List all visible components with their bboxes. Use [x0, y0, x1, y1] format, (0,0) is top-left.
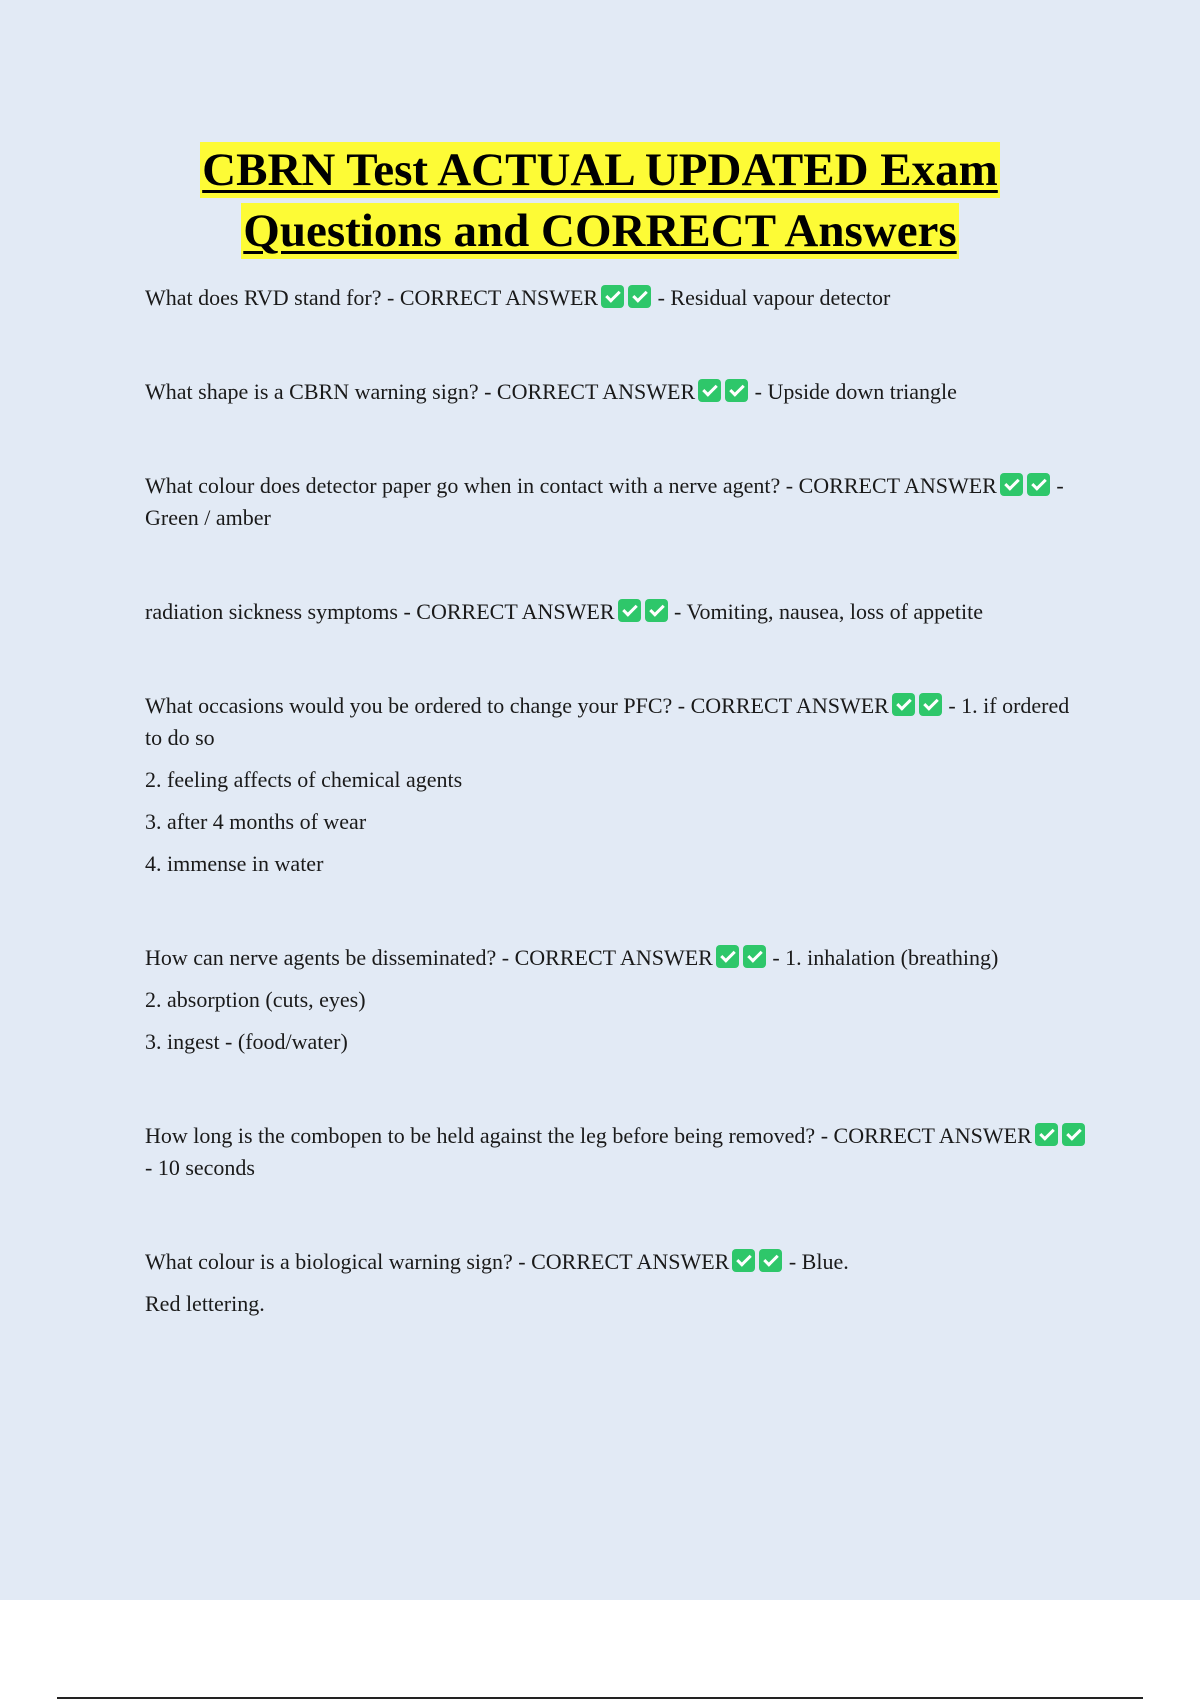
- answer-text: - 1. if ordered to do so: [145, 693, 1070, 750]
- answer-text: - Residual vapour detector: [657, 285, 891, 310]
- answer-marker: - CORRECT ANSWER: [518, 1249, 730, 1274]
- check-mark-icon: [892, 693, 915, 716]
- question-text: How can nerve agents be disseminated?: [145, 945, 497, 970]
- qa-item: [145, 690, 1090, 880]
- check-mark-icon: [716, 945, 739, 968]
- answer-text: - Blue.: [788, 1249, 849, 1274]
- answer-marker: - CORRECT ANSWER: [677, 693, 889, 718]
- answer-extra-line: 3. after 4 months of wear: [145, 809, 367, 834]
- qa-question-line: [145, 596, 1090, 628]
- check-mark-icon: [601, 285, 624, 308]
- answer-text: - Upside down triangle: [754, 379, 957, 404]
- answer-text: - 1. inhalation (breathing): [772, 945, 999, 970]
- answer-marker: - CORRECT ANSWER: [403, 599, 615, 624]
- document-title: [0, 142, 1200, 264]
- question-text: What colour does detector paper go when in contact with a nerve agent?: [145, 473, 781, 498]
- check-mark-icon: [1027, 473, 1050, 496]
- question-text: What does RVD stand for?: [145, 285, 382, 310]
- qa-item: [145, 942, 1090, 1058]
- qa-question-line: [145, 376, 1090, 408]
- check-mark-icon: [725, 379, 748, 402]
- qa-list: [145, 282, 1090, 1382]
- answer-extra-line: 3. ingest - (food/water): [145, 1029, 348, 1054]
- question-text: What shape is a CBRN warning sign?: [145, 379, 479, 404]
- qa-item: [145, 1120, 1090, 1184]
- question-text: How long is the combopen to be held against the leg before being removed?: [145, 1123, 816, 1148]
- check-mark-icon: [1062, 1123, 1085, 1146]
- answer-extra-line: 4. immense in water: [145, 851, 324, 876]
- check-mark-icon: [732, 1249, 755, 1272]
- qa-item: [145, 376, 1090, 408]
- answer-extra-line: 2. feeling affects of chemical agents: [145, 767, 463, 792]
- answer-marker: - CORRECT ANSWER: [387, 285, 599, 310]
- check-mark-icon: [1000, 473, 1023, 496]
- check-mark-icon: [618, 599, 641, 622]
- qa-question-line: [145, 1246, 1090, 1278]
- answer-marker: - CORRECT ANSWER: [484, 379, 696, 404]
- question-text: radiation sickness symptoms: [145, 599, 398, 624]
- answer-extra-line: Red lettering.: [145, 1291, 265, 1316]
- qa-item: [145, 1246, 1090, 1320]
- answer-text: - Vomiting, nausea, loss of appetite: [674, 599, 984, 624]
- qa-item: [145, 282, 1090, 314]
- answer-marker: - CORRECT ANSWER: [785, 473, 997, 498]
- qa-item: [145, 596, 1090, 628]
- qa-question-line: [145, 470, 1090, 534]
- answer-text: - 10 seconds: [145, 1155, 255, 1180]
- answer-text: - Green / amber: [145, 473, 1064, 530]
- answer-marker: - CORRECT ANSWER: [501, 945, 713, 970]
- check-mark-icon: [759, 1249, 782, 1272]
- question-text: What occasions would you be ordered to change your PFC?: [145, 693, 673, 718]
- qa-question-line: [145, 942, 1090, 974]
- check-mark-icon: [645, 599, 668, 622]
- title-line-1: CBRN Test ACTUAL UPDATED Exam: [202, 144, 998, 196]
- check-mark-icon: [698, 379, 721, 402]
- check-mark-icon: [1035, 1123, 1058, 1146]
- check-mark-icon: [743, 945, 766, 968]
- check-mark-icon: [919, 693, 942, 716]
- answer-marker: - CORRECT ANSWER: [820, 1123, 1032, 1148]
- question-text: What colour is a biological warning sign?: [145, 1249, 513, 1274]
- qa-question-line: [145, 690, 1090, 754]
- qa-question-line: [145, 282, 1090, 314]
- qa-item: [145, 470, 1090, 534]
- check-mark-icon: [628, 285, 651, 308]
- qa-question-line: [145, 1120, 1090, 1184]
- title-line-2: Questions and CORRECT Answers: [243, 205, 957, 257]
- page-divider: [57, 1697, 1143, 1699]
- answer-extra-line: 2. absorption (cuts, eyes): [145, 987, 366, 1012]
